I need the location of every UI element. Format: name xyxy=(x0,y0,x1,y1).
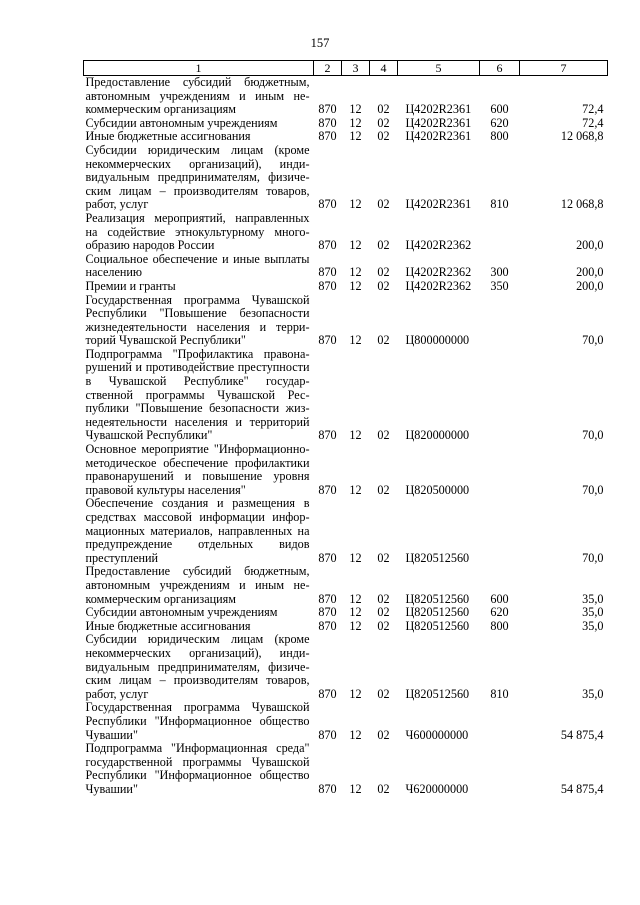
table-row xyxy=(84,76,608,117)
row-target-article: Ц4202R2362 xyxy=(405,278,472,293)
row-ministry-code: 870 xyxy=(318,265,337,280)
row-section: 12 xyxy=(349,550,362,565)
row-ministry-code: 870 xyxy=(318,550,337,565)
row-amount: 72,4 xyxy=(582,115,604,130)
table-row xyxy=(84,144,608,212)
row-expense-type: 810 xyxy=(490,686,509,701)
row-expense-type xyxy=(480,294,520,348)
header-row xyxy=(84,61,608,76)
row-section: 12 xyxy=(349,333,362,348)
row-amount: 200,0 xyxy=(576,238,604,253)
row-expense-type: 800 xyxy=(490,618,509,633)
row-amount: 35,0 xyxy=(582,591,604,606)
table-body xyxy=(84,76,608,797)
row-name: Предоставление субсидий бюджетным, автономным учреждениям и иным некоммерческим организациям xyxy=(85,564,310,606)
row-section: 12 xyxy=(349,129,362,144)
row-section: 12 xyxy=(349,265,362,280)
row-target-article: Ц820500000 xyxy=(405,482,470,497)
row-subsection: 02 xyxy=(377,265,390,280)
column-header-1: 1 xyxy=(84,61,314,76)
table-row xyxy=(84,497,608,565)
row-amount: 12 068,8 xyxy=(560,197,604,212)
row-subsection: 02 xyxy=(377,197,390,212)
row-target-article: Ц820512560 xyxy=(405,686,470,701)
row-ministry-code: 870 xyxy=(318,102,337,117)
row-section: 12 xyxy=(349,781,362,796)
row-expense-type xyxy=(480,443,520,497)
row-ministry-code: 870 xyxy=(318,727,337,742)
row-subsection: 02 xyxy=(377,781,390,796)
row-subsection: 02 xyxy=(377,428,390,443)
row-ministry-code: 870 xyxy=(318,482,337,497)
row-name: Иные бюджетные ассигнования xyxy=(85,618,251,633)
row-amount: 70,0 xyxy=(582,550,604,565)
row-ministry-code: 870 xyxy=(318,278,337,293)
table-row xyxy=(84,742,608,796)
row-ministry-code: 870 xyxy=(318,333,337,348)
row-subsection: 02 xyxy=(377,102,390,117)
table-row xyxy=(84,701,608,742)
budget-table xyxy=(83,60,608,796)
row-name: Подпрограмма "Информационная среда" государственной программы Чувашской Республики "Информационное общество Чувашии" xyxy=(85,741,310,796)
row-amount: 200,0 xyxy=(576,265,604,280)
page-number: 157 xyxy=(310,36,330,50)
row-expense-type: 620 xyxy=(490,605,509,620)
row-amount: 200,0 xyxy=(576,278,604,293)
row-name: Субсидии юридическим лицам (кроме некоммерческих организаций), индивидуальным предпринимателям, физическим лицам – производителям товаров, работ, услуг xyxy=(85,142,310,212)
row-target-article: Ц820512560 xyxy=(405,550,470,565)
row-amount: 70,0 xyxy=(582,428,604,443)
table-row xyxy=(84,212,608,253)
row-amount: 54 875,4 xyxy=(560,727,604,742)
row-section: 12 xyxy=(349,428,362,443)
row-name: Субсидии юридическим лицам (кроме некоммерческих организаций), индивидуальным предпринимателям, физическим лицам – производителям товаров, работ, услуг xyxy=(85,632,310,701)
row-amount: 35,0 xyxy=(582,686,604,701)
row-ministry-code: 870 xyxy=(318,591,337,606)
column-header-5: 5 xyxy=(398,61,480,76)
row-subsection: 02 xyxy=(377,550,390,565)
row-ministry-code: 870 xyxy=(318,686,337,701)
row-name: Субсидии автономным учреждениям xyxy=(85,115,278,130)
table-row xyxy=(84,443,608,497)
row-subsection: 02 xyxy=(377,482,390,497)
row-expense-type xyxy=(480,701,520,742)
table-row xyxy=(84,620,608,634)
table-row xyxy=(84,294,608,348)
row-ministry-code: 870 xyxy=(318,238,337,253)
row-expense-type xyxy=(480,742,520,796)
row-name: Государственная программа Чувашской Республики "Повышение безопасности жизнедеятельности населения и территорий Чувашской Республики" xyxy=(85,292,310,348)
table-row xyxy=(84,117,608,131)
row-section: 12 xyxy=(349,618,362,633)
table-row xyxy=(84,280,608,294)
table-row xyxy=(84,565,608,606)
column-header-7: 7 xyxy=(520,61,608,76)
row-name: Подпрограмма "Профилактика правонарушений и противодействие преступности в Чувашской Республике" государственной программы Чувашской Республики "Повышение безопасности жизнедеятельности населения и территорий Чувашской Республики" xyxy=(85,346,310,443)
row-subsection: 02 xyxy=(377,278,390,293)
row-subsection: 02 xyxy=(377,686,390,701)
row-expense-type: 620 xyxy=(490,115,509,130)
row-name: Социальное обеспечение и иные выплаты населению xyxy=(85,251,310,280)
row-section: 12 xyxy=(349,591,362,606)
row-amount: 35,0 xyxy=(582,605,604,620)
column-header-4: 4 xyxy=(370,61,398,76)
row-subsection: 02 xyxy=(377,727,390,742)
row-amount: 72,4 xyxy=(582,102,604,117)
row-expense-type: 350 xyxy=(490,278,509,293)
row-amount: 70,0 xyxy=(582,333,604,348)
row-name: Обеспечение создания и размещения в средствах массовой информации информационных материалов, направленных на предупреждение отдельных видов преступлений xyxy=(85,496,310,565)
row-expense-type: 810 xyxy=(490,197,509,212)
row-section: 12 xyxy=(349,197,362,212)
row-subsection: 02 xyxy=(377,115,390,130)
row-expense-type: 300 xyxy=(490,265,509,280)
row-name: Основное мероприятие "Информационно-методическое обеспечение профилактики правонарушений и повышение уровня правовой культуры населения" xyxy=(85,442,310,497)
column-header-3: 3 xyxy=(342,61,370,76)
row-subsection: 02 xyxy=(377,333,390,348)
row-section: 12 xyxy=(349,686,362,701)
row-ministry-code: 870 xyxy=(318,428,337,443)
row-section: 12 xyxy=(349,278,362,293)
row-expense-type: 600 xyxy=(490,591,509,606)
row-section: 12 xyxy=(349,238,362,253)
table-row xyxy=(84,633,608,701)
row-amount: 54 875,4 xyxy=(560,781,604,796)
table-header xyxy=(84,61,608,76)
row-name: Субсидии автономным учреждениям xyxy=(85,605,278,620)
row-target-article: Ц4202R2362 xyxy=(405,238,472,253)
row-subsection: 02 xyxy=(377,591,390,606)
row-target-article: Ц4202R2361 xyxy=(405,102,472,117)
row-expense-type: 800 xyxy=(490,129,509,144)
row-name: Реализация мероприятий, направленных на содействие этнокультурному многообразию народов России xyxy=(85,210,310,253)
row-ministry-code: 870 xyxy=(318,129,337,144)
table-row xyxy=(84,130,608,144)
row-target-article: Ч620000000 xyxy=(405,781,469,796)
row-target-article: Ч600000000 xyxy=(405,727,469,742)
row-subsection: 02 xyxy=(377,129,390,144)
row-ministry-code: 870 xyxy=(318,115,337,130)
row-ministry-code: 870 xyxy=(318,605,337,620)
column-header-2: 2 xyxy=(314,61,342,76)
row-target-article: Ц4202R2361 xyxy=(405,129,472,144)
row-expense-type: 600 xyxy=(490,102,509,117)
column-header-6: 6 xyxy=(480,61,520,76)
row-section: 12 xyxy=(349,102,362,117)
row-name: Предоставление субсидий бюджетным, автономным учреждениям и иным некоммерческим организациям xyxy=(85,75,310,117)
row-expense-type xyxy=(480,497,520,565)
row-expense-type xyxy=(480,212,520,253)
row-target-article: Ц4202R2361 xyxy=(405,197,472,212)
row-subsection: 02 xyxy=(377,618,390,633)
row-target-article: Ц4202R2362 xyxy=(405,265,472,280)
table-row xyxy=(84,606,608,620)
row-target-article: Ц800000000 xyxy=(405,333,470,348)
row-target-article: Ц820512560 xyxy=(405,605,470,620)
row-target-article: Ц820000000 xyxy=(405,428,470,443)
row-section: 12 xyxy=(349,115,362,130)
row-amount: 35,0 xyxy=(582,618,604,633)
row-section: 12 xyxy=(349,482,362,497)
row-ministry-code: 870 xyxy=(318,781,337,796)
row-name: Государственная программа Чувашской Республики "Информационное общество Чувашии" xyxy=(85,700,310,742)
row-amount: 12 068,8 xyxy=(560,129,604,144)
row-ministry-code: 870 xyxy=(318,618,337,633)
table-row xyxy=(84,348,608,443)
row-target-article: Ц820512560 xyxy=(405,591,470,606)
row-target-article: Ц820512560 xyxy=(405,618,470,633)
row-subsection: 02 xyxy=(377,238,390,253)
row-amount: 70,0 xyxy=(582,482,604,497)
table-row xyxy=(84,253,608,280)
row-name: Премии и гранты xyxy=(85,278,176,293)
row-ministry-code: 870 xyxy=(318,197,337,212)
row-subsection: 02 xyxy=(377,605,390,620)
row-expense-type xyxy=(480,348,520,443)
row-target-article: Ц4202R2361 xyxy=(405,115,472,130)
row-section: 12 xyxy=(349,605,362,620)
row-name: Иные бюджетные ассигнования xyxy=(85,129,251,144)
row-section: 12 xyxy=(349,727,362,742)
